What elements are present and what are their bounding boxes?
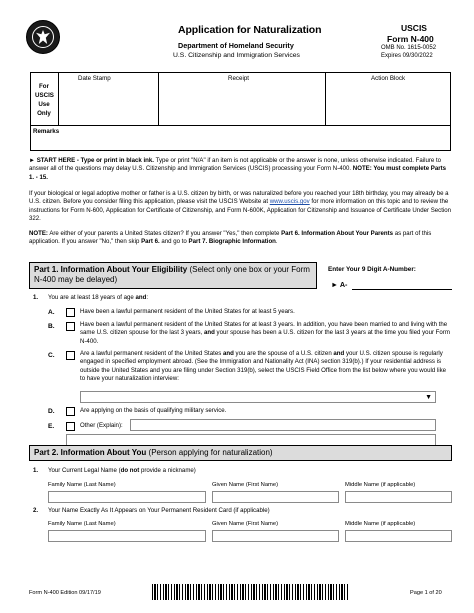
option-a-text: Have been a lawful permanent resident of the United States for at least 5 years. [80,308,295,315]
agency-name: U.S. Citizenship and Immigration Services [173,52,300,59]
part2-q2-number: 2. [33,507,39,514]
q1-given-name-label: Given Name (First Name) [212,482,279,488]
q1-middle-name-input[interactable] [345,491,452,503]
option-a-letter: A. [48,309,55,316]
barcode-image [152,584,348,600]
option-c-letter: C. [48,352,55,359]
q2-middle-name-input[interactable] [345,530,452,542]
q2-given-name-input[interactable] [212,530,339,542]
option-d-letter: D. [48,408,55,415]
anumber-prefix: ► A- [331,280,348,289]
option-b-letter: B. [48,323,55,330]
page-number: Page 1 of 20 [410,590,442,596]
option-d-text: Are applying on the basis of qualifying military service. [80,407,227,414]
option-b-text: Have been a lawful permanent resident of the United States for at least 3 years. In addition, you have been married to and living with the same U.S. citizen spouse for the last 3 years, and your spouse has been a U.S. citizen for the last 3 years at the time you filed your Form N-400. [80,321,450,345]
part2-q1-text: Your Current Legal Name (do not provide a nickname) [48,467,196,474]
chevron-down-icon: ▼ [425,394,432,401]
option-e-explain-input[interactable] [130,419,436,431]
q2-middle-name-label: Middle Name (if applicable) [345,521,416,527]
part1-q1-number: 1. [33,294,39,301]
receipt-header: Receipt [228,75,249,82]
for-uscis-use-only: For USCIS Use Only [35,83,54,117]
part1-header: Part 1. Information About Your Eligibility (Select only one box or your Form N-400 may be delayed) [29,262,317,289]
department-name: Department of Homeland Security [178,41,294,50]
parents-note: NOTE: Are either of your parents a United States citizen? If you answer "Yes," then complete Part 6. Information About Your Parents as part of this application. If you answer "No," then skip Part 6. and go to Part 7. Biographic Information. [29,230,432,246]
anumber-label: Enter Your 9 Digit A-Number: [328,266,416,273]
uscis-field-office-select[interactable] [80,391,436,403]
option-b-checkbox[interactable] [66,322,75,331]
form-edition: Form N-400 Edition 09/17/19 [29,590,101,596]
date-stamp-header: Date Stamp [78,75,111,82]
anumber-input[interactable] [352,278,452,290]
part2-q2-text: Your Name Exactly As It Appears on Your Permanent Resident Card (if applicable) [48,507,270,514]
uscis-label: USCIS [401,23,427,33]
q2-family-name-input[interactable] [48,530,206,542]
option-e-checkbox[interactable] [66,422,75,431]
form-title: Application for Naturalization [178,24,322,36]
option-e-letter: E. [48,423,55,430]
expiration-date: Expires 09/30/2022 [381,53,433,59]
q1-middle-name-label: Middle Name (if applicable) [345,482,416,488]
q2-family-name-label: Family Name (Last Name) [48,521,116,527]
dhs-seal-icon [26,20,60,54]
remarks-label: Remarks [33,128,60,135]
uscis-website-link[interactable]: www.uscis.gov [269,198,310,206]
start-here-paragraph: ► START HERE - Type or print in black ink. Type or print "N/A" if an item is not applicable or the answer is none, unless otherwise indicated. Failure to answer all of the questions may delay U.S. Citizenship and Immigration Services (USCIS) processing your Form N-400. NOTE: You must complete Parts 1. - 15. [29,157,447,181]
omb-number: OMB No. 1615-0052 [381,45,437,51]
uscis-use-box [30,72,451,151]
part2-header: Part 2. Information About You (Person applying for naturalization) [29,445,452,461]
option-c-checkbox[interactable] [66,351,75,360]
option-a-checkbox[interactable] [66,308,75,317]
option-c-text: Are a lawful permanent resident of the United States and you are the spouse of a U.S. citizen and your U.S. citizen spouse is regularly engaged in specified employment abroad. (See the Immigration and Nationality Act (INA) section 319(b).) If your residential address is outside the United States and you are filing under Section 319(b), select the USCIS Field Office from the list below where you would like to have your naturalization interview: [80,350,447,383]
citizenship-paragraph: If your biological or legal adoptive mother or father is a U.S. citizen by birth, or was naturalized before you reached your 18th birthday, you may already be a U.S. citizen. Before you consider filing this application, please visit the USCIS Website at www.uscis.gov for more information on this topic and to review the instructions for Form N-600, Application for Certificate of Citizenship, and Form N-600K, Application for Citizenship and Issuance of Certificate Under Section 322. [29,190,452,223]
option-e-text: Other (Explain): [80,422,123,429]
action-block-header: Action Block [371,75,406,82]
q2-given-name-label: Given Name (First Name) [212,521,279,527]
form-number: Form N-400 [387,34,434,44]
option-d-checkbox[interactable] [66,407,75,416]
part2-q1-number: 1. [33,467,39,474]
part1-q1-text: You are at least 18 years of age and: [48,294,149,301]
q1-family-name-input[interactable] [48,491,206,503]
q1-given-name-input[interactable] [212,491,339,503]
q1-family-name-label: Family Name (Last Name) [48,482,116,488]
